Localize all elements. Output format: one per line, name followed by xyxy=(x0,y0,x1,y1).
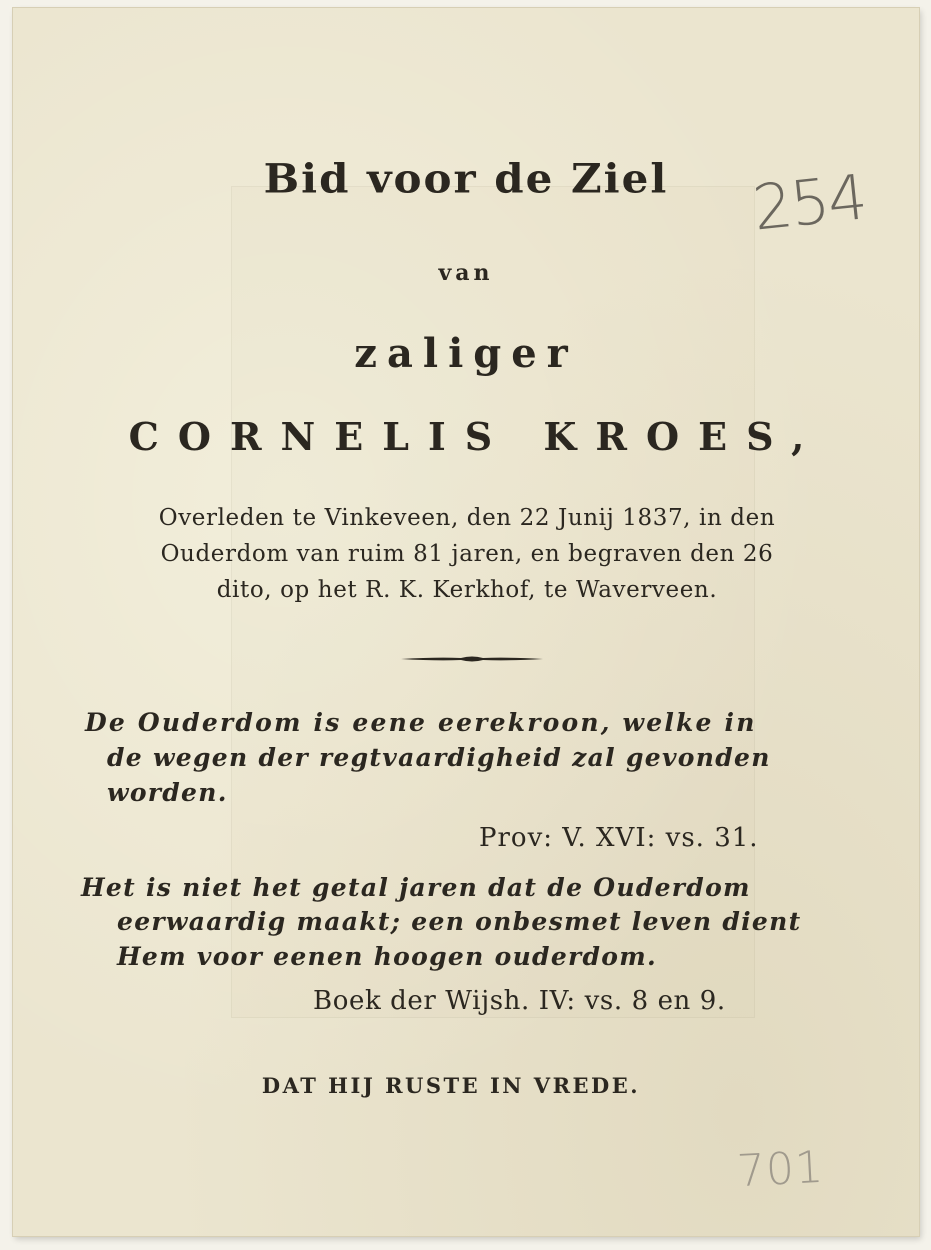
ornamental-divider xyxy=(401,655,543,663)
card-title: Bid voor de Ziel xyxy=(263,155,669,202)
van-line: van xyxy=(438,260,494,286)
notice-line: dito, op het R. K. Kerkhof, te Waverveen. xyxy=(216,577,718,603)
quote-line: de wegen der regtvaardigheid zal gevonden xyxy=(107,743,771,772)
zaliger-line: zaliger xyxy=(354,330,578,377)
quote-line: worden. xyxy=(107,778,228,807)
notice-line: Overleden te Vinkeveen, den 22 Junij 1837, in den xyxy=(158,505,776,531)
deceased-name: CORNELIS KROES, xyxy=(128,414,824,459)
handwritten-number: 701 xyxy=(735,1141,826,1198)
quote-line: Het is niet het getal jaren dat de Ouderdom xyxy=(81,873,751,902)
quote-reference: Prov: V. XVI: vs. 31. xyxy=(479,823,759,853)
prayer-card xyxy=(13,8,919,1236)
quote-line: De Ouderdom is eene eerekroon, welke in xyxy=(85,708,757,737)
quote-line: eerwaardig maakt; een onbesmet leven dient xyxy=(117,907,802,936)
handwritten-number: 254 xyxy=(749,160,869,245)
quote-line: Hem voor eenen hoogen ouderdom. xyxy=(117,942,658,971)
death-notice xyxy=(53,500,881,608)
closing-line: DAT HIJ RUSTE IN VREDE. xyxy=(261,1073,641,1098)
quote-reference: Boek der Wijsh. IV: vs. 8 en 9. xyxy=(313,986,726,1016)
notice-line: Ouderdom van ruim 81 jaren, en begraven den 26 xyxy=(160,541,774,567)
